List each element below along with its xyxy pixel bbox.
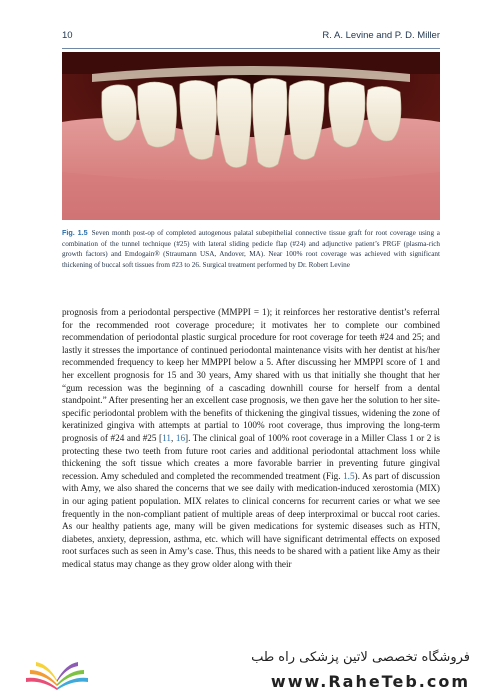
figure-link-1-5[interactable]: 1.5 <box>343 470 355 481</box>
watermark-footer <box>0 640 500 700</box>
body-segment-2: ]. The clinical goal of 100% root coverage in a Miller Class 1 or 2 is protecting these two teeth from future root caries and additional periodontal attachment loss while thickening the soft tissue which creates a more favorable barrier in preventing future gingival recession. Amy scheduled and completed the recommended treatment (Fig. <box>62 432 440 481</box>
citation-link-11[interactable]: 11 <box>162 432 171 443</box>
body-segment-1: prognosis from a periodontal perspective (MMPPI = 1); it reinforces her restorative dentist’s referral for the recommended root coverage procedure; it motivates her to complete our combined recommendation of periodontal plastic surgical procedure for root coverage for teeth #24 and 25; and lastly it stresses the importance of continued periodontal maintenance visits with her dentist at his/her recommended frequency to keep her MMPPI below a 5. After discussing her MMPPI score of 1 and her excellent prognosis for 15 and 30 years, Amy shared with us that initially she thought that her “gum recession was the beginning of a cascading downhill course for herself from a dental standpoint.” After presenting her an excellent case prognosis, we then gave her the solution to her site-specific periodontal problem with the benefits of thickening the gingival tissues, widening the zone of keratinized gingiva with attempts at partial to 100% root coverage, thus improving the long-term prognosis of #24 and #25 [ <box>62 307 440 443</box>
clinical-photo <box>62 52 440 220</box>
figure-caption <box>62 228 440 270</box>
footer-fade <box>0 620 500 642</box>
body-paragraph <box>62 306 440 570</box>
figure-caption-text: Seven month post-op of completed autogenous palatal subepithelial connective tissue graft for root coverage using a combination of the tunnel technique (#25) with lateral sliding pedicle flap (#24) and adjunctive patient’s PRGF (plasma-rich growth factors) and Emdogain® (Straumann USA, Andover, MA). Near 100% root coverage was achieved with significant thickening of buccal soft tissues from #23 to 26. Surgical treatment performed by Dr. Robert Levine <box>62 229 440 269</box>
brand-url[interactable]: www.RaheTeb.com <box>270 672 470 691</box>
body-segment-3: ). As part of discussion with Amy, we also shared the concerns that we see daily with medication-induced xerostomia (MIX) in our aging patient population. MIX relates to clinical concerns for recurrent caries or what we see frequently in the non-compliant patient of multiple areas of deep interproximal or buccal root caries. As our healthy patients age, many will be given medications for systemic diseases such as HTN, diabetes, anxiety, depression, asthma, etc. which will have significant detrimental effects on exposed root surfaces such as seen in Amy’s case. Thus, this needs to be shared with a patient like Amy as their medical status may change as they grow older along with their <box>62 470 440 569</box>
body-text <box>62 306 440 634</box>
header-rule <box>62 48 440 49</box>
citation-separator: , <box>170 432 176 443</box>
book-logo-icon <box>22 652 92 692</box>
figure-label: Fig. 1.5 <box>62 228 88 237</box>
page-header <box>62 30 440 46</box>
citation-link-16[interactable]: 16 <box>175 432 186 443</box>
brand-title: فروشگاه تخصصی لاتین پزشکی راه طب <box>251 650 470 665</box>
page-number: 10 <box>62 30 73 41</box>
running-head: R. A. Levine and P. D. Miller <box>322 30 440 41</box>
